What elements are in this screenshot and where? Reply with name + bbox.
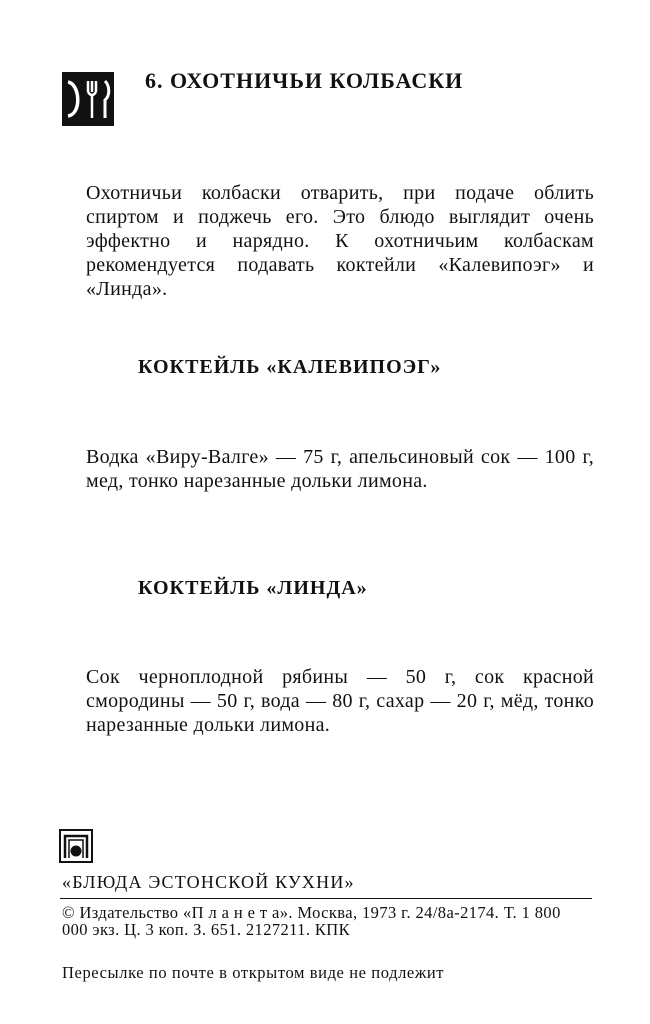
recipe-title: 6. ОХОТНИЧЬИ КОЛБАСКИ [145,68,464,93]
publisher-imprint: © Издательство «П л а н е т а». Москва, 1973 г. 24/8а-2174. Т. 1 800 000 экз. Ц. 3 коп. З. 651. 2127211. КПК [62,903,561,939]
fork-knife-logo-icon [62,72,114,126]
series-title: «БЛЮДА ЭСТОНСКОЙ КУХНИ» [62,872,355,892]
recipe-text: Охотничьи колбаски отварить, при подаче облить спиртом и поджечь его. Это блюдо выглядит очень эффектно и нарядно. К охотничьим колбаскам рекомендуется подавать коктейли «Калевипоэг» и «Линда». [86,182,594,300]
footer-divider [60,898,592,899]
cocktail-linda-text: Сок черноплодной рябины — 50 г, сок красной смородины — 50 г, вода — 80 г, сахар — 20 г, мёд, тонко нарезанные дольки лимона. [86,666,594,736]
mailing-notice: Пересылке по почте в открытом виде не подлежит [62,963,445,982]
planeta-publisher-icon [58,828,94,864]
cocktail-linda-title: КОКТЕЙЛЬ «ЛИНДА» [138,577,368,599]
cocktail-kalevipoeg-title: КОКТЕЙЛЬ «КАЛЕВИПОЭГ» [138,356,442,378]
cocktail-kalevipoeg-text: Водка «Виру-Валге» — 75 г, апельсиновый сок — 100 г, мед, тонко нарезанные дольки лимона. [86,446,594,492]
